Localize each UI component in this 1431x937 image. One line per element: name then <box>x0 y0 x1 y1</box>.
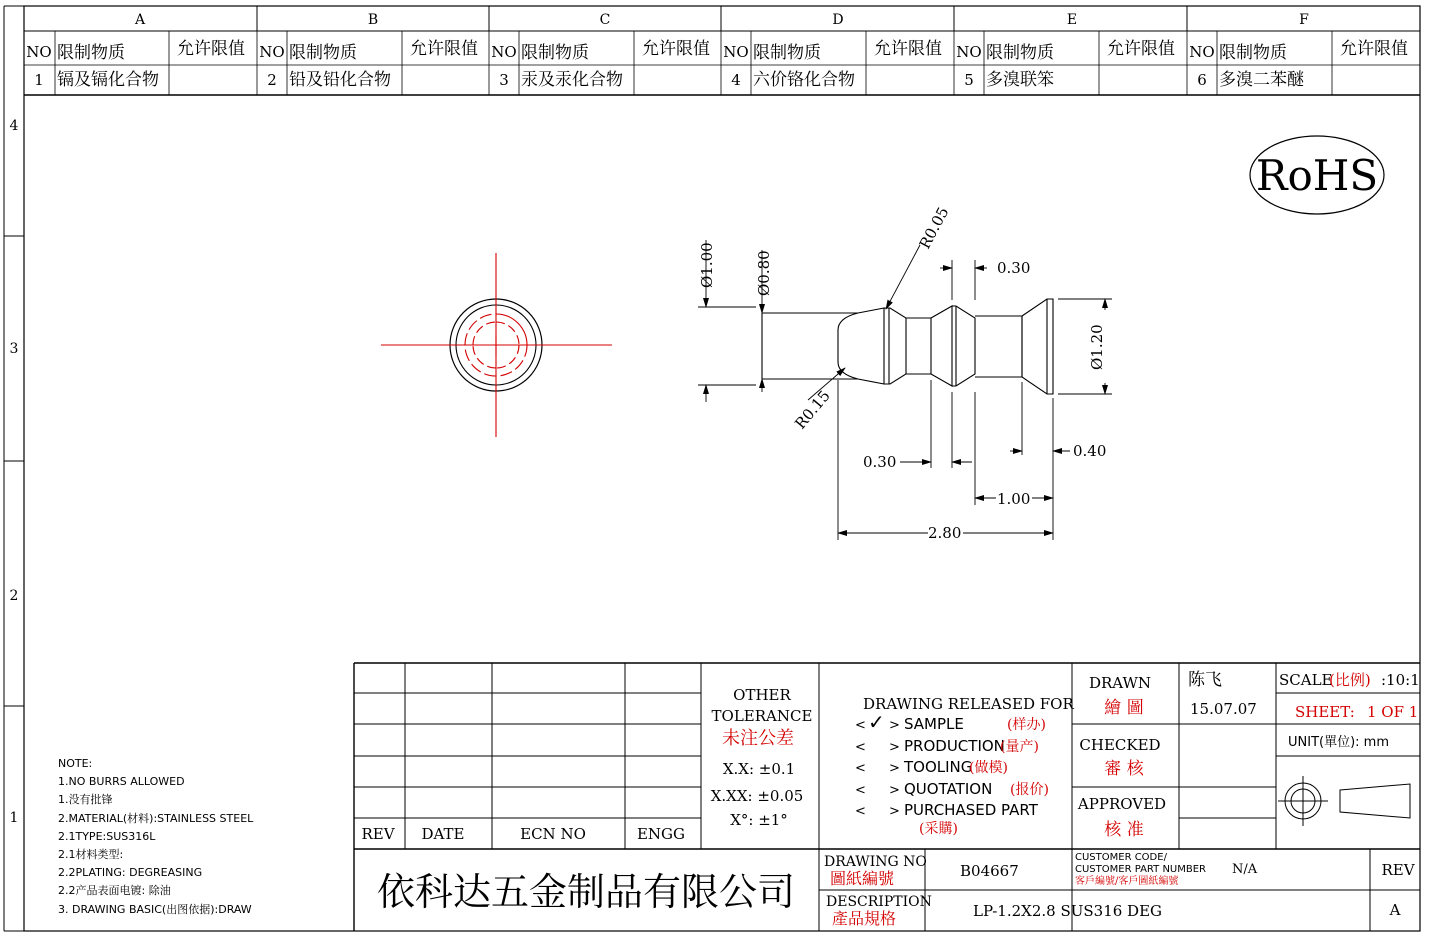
company-name: 依科达五金制品有限公司 <box>376 870 796 914</box>
dim-030-bottom: 0.30 <box>863 453 897 471</box>
release-option-label: SAMPLE <box>904 715 964 733</box>
release-check-icon: ✓ <box>868 710 885 734</box>
note-line: 2.1TYPE:SUS316L <box>58 829 156 843</box>
engg-header: ENGG <box>636 825 686 843</box>
description-value: LP-1.2X2.8 SUS316 DEG <box>973 902 1163 920</box>
checked-label: CHECKED <box>1079 736 1161 754</box>
restriction-substance-header: 限制物质 <box>753 43 821 63</box>
zone-col-label: A <box>134 12 146 28</box>
drawn-by: 陈飞 <box>1188 670 1222 690</box>
note-line: 2.1材料类型: <box>58 848 124 862</box>
restriction-item-no: 5 <box>964 71 974 89</box>
dim-dia-100: Ø1.00 <box>698 242 716 288</box>
restriction-item-no: 4 <box>731 71 741 89</box>
release-bracket-right: > <box>889 718 900 733</box>
notes-block <box>58 755 338 919</box>
restriction-substance-header: 限制物质 <box>521 43 589 63</box>
restriction-no-header: NO <box>259 43 285 61</box>
restriction-item-substance: 多溴联笨 <box>986 70 1054 90</box>
zone-column-labels <box>134 12 1309 28</box>
dim-r005: R0.05 <box>915 203 953 252</box>
tolerance-row-2: X.XX: ±0.05 <box>710 787 804 805</box>
note-line: 3. DRAWING BASIC(出图依据):DRAW <box>58 902 252 916</box>
restriction-limit-header: 允许限值 <box>642 39 710 59</box>
zone-row-label: 2 <box>9 588 19 604</box>
tolerance-row-3: X°: ±1° <box>730 811 788 829</box>
scale-block <box>1279 671 1420 750</box>
tolerance-title-2: TOLERANCE <box>711 707 813 725</box>
unit-label: UNIT(單位): mm <box>1288 735 1389 750</box>
dim-280: 2.80 <box>928 524 962 542</box>
restriction-no-header: NO <box>723 43 749 61</box>
restriction-substance-header: 限制物质 <box>1219 43 1287 63</box>
rohs-text: RoHS <box>1255 151 1379 200</box>
note-line: 1.没有批锋 <box>58 793 113 807</box>
release-bracket-left: < <box>855 783 866 798</box>
tolerance-title-cn: 未注公差 <box>722 728 794 749</box>
date-header: DATE <box>421 825 465 843</box>
tolerance-title-1: OTHER <box>733 686 791 704</box>
restriction-table <box>26 39 1408 90</box>
drawn-label-cn: 繪 圖 <box>1104 698 1144 718</box>
restriction-limit-header: 允许限值 <box>874 39 942 59</box>
dim-100: 1.00 <box>997 490 1031 508</box>
restriction-item-substance: 铅及铅化合物 <box>289 70 391 90</box>
note-line: 2.2PLATING: DEGREASING <box>58 866 203 880</box>
restriction-item-substance: 多溴二苯醚 <box>1219 70 1304 90</box>
release-block <box>863 695 1074 713</box>
release-option-label-cn: (做模) <box>969 760 1008 776</box>
release-bracket-left: < <box>855 718 866 733</box>
description-label-cn: 產品規格 <box>832 909 897 928</box>
restriction-item-no: 1 <box>34 71 44 89</box>
restriction-no-header: NO <box>26 43 52 61</box>
rev-label: REV <box>1381 861 1415 879</box>
zone-row-label: 4 <box>9 118 19 134</box>
sheet-label: SHEET: <box>1295 703 1355 721</box>
approved-label-cn: 核 准 <box>1104 820 1144 840</box>
release-option-label: QUOTATION <box>904 780 993 798</box>
restriction-no-header: NO <box>956 43 982 61</box>
release-option-label: TOOLING <box>904 758 973 776</box>
customer-code-value: N/A <box>1232 862 1258 877</box>
restriction-no-header: NO <box>1189 43 1215 61</box>
checked-label-cn: 審 核 <box>1104 759 1144 779</box>
center-marks <box>381 253 612 437</box>
drawing-no-value: B04667 <box>960 862 1019 880</box>
zone-col-label: F <box>1299 12 1309 28</box>
restriction-item-no: 3 <box>499 71 509 89</box>
projection-symbol-icon <box>1278 776 1410 826</box>
zone-row-labels <box>10 118 19 826</box>
side-view-part <box>762 299 1053 394</box>
drawn-label: DRAWN <box>1088 674 1152 692</box>
rev-header: REV <box>361 825 395 843</box>
drawing-no-label-cn: 圖紙編號 <box>830 869 895 888</box>
scale-label-cn: (比例) <box>1329 671 1371 689</box>
release-option-label: PRODUCTION <box>904 737 1005 755</box>
release-option-label-cn: (报价) <box>1010 782 1049 798</box>
drawn-date: 15.07.07 <box>1190 700 1257 718</box>
release-bracket-left: < <box>855 804 866 819</box>
restriction-item-substance: 汞及汞化合物 <box>521 70 623 90</box>
drawing-no-label: DRAWING NO <box>824 854 927 870</box>
release-bracket-right: > <box>889 783 900 798</box>
release-bracket-right: > <box>889 740 900 755</box>
zone-col-label: C <box>599 12 611 28</box>
revision-table <box>361 825 685 843</box>
release-bracket-left: < <box>855 740 866 755</box>
rev-value: A <box>1389 901 1401 919</box>
dim-r015: R0.15 <box>791 386 834 433</box>
restriction-item-substance: 六价铬化合物 <box>753 70 855 90</box>
release-bracket-left: < <box>855 761 866 776</box>
zone-col-label: D <box>832 12 844 28</box>
restriction-limit-header: 允许限值 <box>1340 39 1408 59</box>
release-bracket-right: > <box>889 804 900 819</box>
restriction-substance-header: 限制物质 <box>289 43 357 63</box>
restriction-item-no: 6 <box>1197 71 1207 89</box>
dim-030-top: 0.30 <box>997 259 1031 277</box>
dimension-labels <box>698 204 1106 542</box>
release-option-label-cn: (样办) <box>1007 717 1046 733</box>
restriction-limit-header: 允许限值 <box>1107 39 1175 59</box>
restriction-limit-header: 允许限值 <box>177 39 245 59</box>
end-view <box>381 253 612 437</box>
release-option-label-cn: (量产) <box>1000 739 1039 755</box>
zone-col-label: E <box>1066 12 1078 28</box>
customer-code-label-1: CUSTOMER CODE/ <box>1075 852 1167 863</box>
signoff-block <box>1077 670 1257 840</box>
note-line: 2.MATERIAL(材料):STAINLESS STEEL <box>58 811 254 825</box>
rohs-mark <box>1250 136 1384 214</box>
zone-col-label: B <box>367 12 379 28</box>
note-line: 1.NO BURRS ALLOWED <box>58 775 185 789</box>
customer-code-label-2: CUSTOMER PART NUMBER <box>1075 864 1206 875</box>
restriction-no-header: NO <box>491 43 517 61</box>
sheet-value: 1 OF 1 <box>1367 703 1419 721</box>
customer-code-label-cn: 客戶編號/客戶圖紙編號 <box>1075 876 1179 887</box>
restriction-substance-header: 限制物质 <box>986 43 1054 63</box>
note-line: NOTE: <box>58 757 93 770</box>
zone-row-label: 1 <box>9 810 19 826</box>
scale-label: SCALE <box>1279 671 1333 689</box>
approved-label: APPROVED <box>1077 795 1167 813</box>
release-bracket-right: > <box>889 761 900 776</box>
zone-row-label: 3 <box>9 341 19 357</box>
release-option-label-cn: (采購) <box>919 821 958 837</box>
restriction-limit-header: 允许限值 <box>410 39 478 59</box>
tolerance-block <box>711 686 813 829</box>
release-title: DRAWING RELEASED FOR <box>863 695 1074 713</box>
description-label: DESCRIPTION <box>826 894 932 910</box>
dim-dia-080: Ø0.80 <box>755 250 773 296</box>
dim-dia-120: Ø1.20 <box>1088 324 1106 370</box>
restriction-substance-header: 限制物质 <box>57 43 125 63</box>
release-option-label: PURCHASED PART <box>904 801 1038 819</box>
dim-040: 0.40 <box>1073 442 1107 460</box>
ecn-header: ECN NO <box>520 825 586 843</box>
restriction-item-no: 2 <box>267 71 277 89</box>
note-line: 2.2产品表面电镀: 除油 <box>58 884 171 898</box>
scale-value: :10:1 <box>1381 671 1420 689</box>
release-options <box>855 710 1049 837</box>
tolerance-row-1: X.X: ±0.1 <box>722 760 796 778</box>
restriction-item-substance: 镉及镉化合物 <box>57 70 159 90</box>
